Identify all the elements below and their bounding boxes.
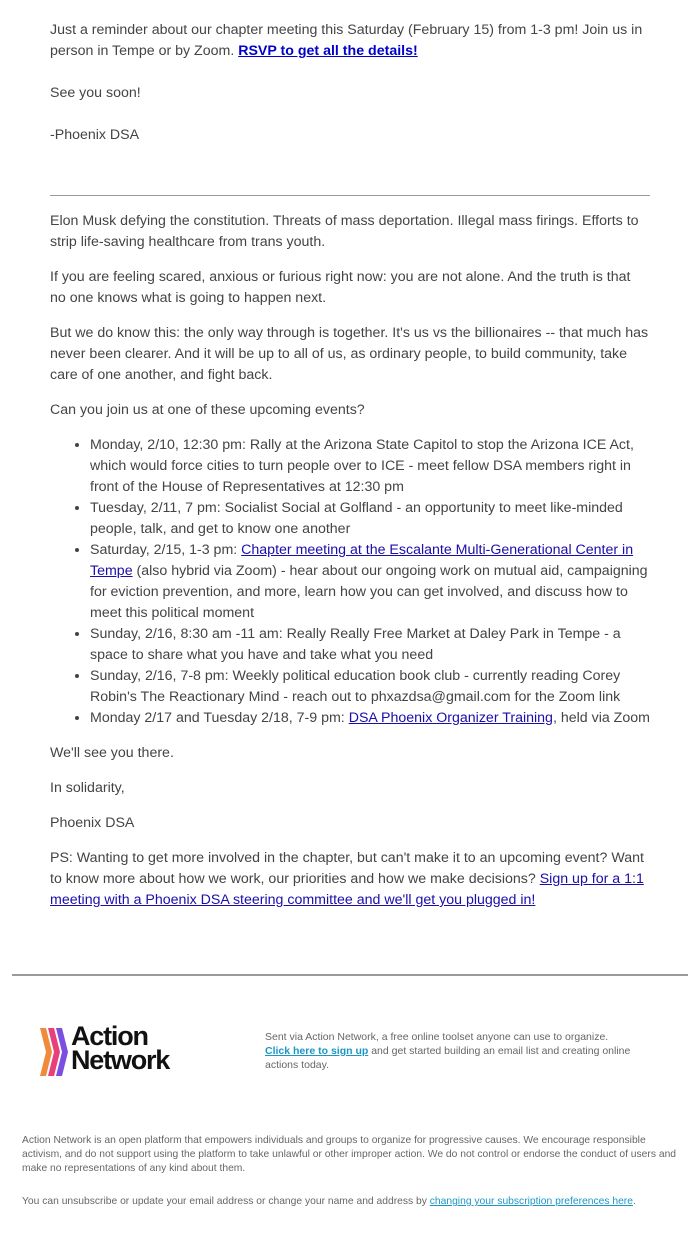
- logo-line-2: Network: [71, 1045, 170, 1075]
- body-paragraph-3: But we do know this: the only way through is together. It's us vs the billionaires -- that much has never been clearer. And it will be up to all of us, as ordinary people, to build community, take care of one another, and fight back.: [50, 325, 649, 383]
- ps-text: PS: Wanting to get more involved in the chapter, but can't make it to an upcoming event? Want to know more about how we work, our priorities and how we make decisions?: [50, 850, 644, 887]
- ps-paragraph: [50, 848, 650, 911]
- unsub-end: .: [632, 1196, 636, 1207]
- action-network-signup-link[interactable]: Click here to sign up: [265, 1045, 369, 1057]
- event-text: Sunday, 2/16, 8:30 am -11 am: Really Really Free Market at Daley Park in Tempe - a space to share what you have and take what you need: [90, 626, 621, 663]
- chapter-name: Phoenix DSA: [50, 815, 135, 831]
- event-item: [90, 435, 650, 498]
- chapter-meeting-link[interactable]: Chapter meeting at the Escalante Multi-Generational Center in Tempe: [90, 542, 634, 579]
- event-text: Tuesday, 2/11, 7 pm: Socialist Social at Golfland - an opportunity to meet like-minded people, talk, and get to know one another: [90, 500, 623, 537]
- body-paragraph-2: If you are feeling scared, anxious or furious right now: you are not alone. And the truth is that no one knows what is going to happen next.: [50, 269, 631, 306]
- intro-paragraph: [50, 20, 650, 62]
- subscription-preferences-link[interactable]: changing your subscription preferences here: [429, 1196, 633, 1207]
- sent-text: Sent via Action Network, a free online toolset anyone can use to organize.: [265, 1031, 609, 1043]
- body-paragraph-1: Elon Musk defying the constitution. Threats of mass deportation. Illegal mass firings. Efforts to strip life-saving healthcare from trans youth.: [50, 213, 639, 250]
- intro-text: Just a reminder about our chapter meeting this Saturday (February 15) from 1-3 pm! Join us in person in Tempe or by Zoom.: [50, 22, 643, 59]
- footer-divider: [12, 974, 688, 976]
- sent-via-notice: [265, 1030, 635, 1072]
- event-text: Monday 2/17 and Tuesday 2/18, 7-9 pm:: [90, 710, 349, 726]
- event-text: Monday, 2/10, 12:30 pm: Rally at the Arizona State Capitol to stop the Arizona ICE Act, which would force cities to turn people over to ICE - meet fellow DSA members right in front of the House of Representatives at 12:30 pm: [90, 437, 634, 495]
- see-you-text: See you soon!: [50, 85, 141, 101]
- signoff-text: -Phoenix DSA: [50, 127, 140, 143]
- event-item: [90, 666, 650, 708]
- event-text: (also hybrid via Zoom) - hear about our ongoing work on mutual aid, campaigning for eviction prevention, and more, learn how you can get involved, and discuss how to meet this political moment: [90, 563, 648, 621]
- event-text: , held via Zoom: [552, 710, 650, 726]
- body-paragraph-4: Can you join us at one of these upcoming events?: [50, 402, 365, 418]
- event-text: Sunday, 2/16, 7-8 pm: Weekly political education book club - currently reading Corey Robin's The Reactionary Mind - reach out to phxazdsa@gmail.com for the Zoom link: [90, 668, 621, 705]
- action-network-logo[interactable]: [40, 1021, 190, 1076]
- logo-wordmark: [71, 1021, 170, 1075]
- see-there-text: We'll see you there.: [50, 745, 174, 761]
- events-list: [50, 435, 650, 729]
- event-item: [90, 498, 650, 540]
- logo-line-1: Action: [71, 1021, 148, 1051]
- unsub-text: You can unsubscribe or update your email address or change your name and address by: [22, 1196, 430, 1207]
- solidarity-text: In solidarity,: [50, 780, 125, 796]
- event-item: [90, 540, 650, 624]
- event-item: [90, 624, 650, 666]
- sent-after-text: and get started building an email list and creating online actions today.: [265, 1045, 631, 1071]
- section-divider: [50, 195, 650, 196]
- logo-chevron-icon: [40, 1028, 74, 1076]
- event-item: [90, 708, 650, 729]
- platform-disclaimer: Action Network is an open platform that empowers individuals and groups to organize for progressive causes. We encourage responsible activism, and do not support using the platform to take unlawful or other improper action. We do not control or endorse the conduct of users and make no representations of any kind about them.: [22, 1135, 677, 1175]
- one-on-one-signup-link[interactable]: Sign up for a 1:1 meeting with a Phoenix DSA steering committee and we'll get you plugged in!: [50, 871, 644, 908]
- event-text: Saturday, 2/15, 1-3 pm:: [90, 542, 242, 558]
- organizer-training-link[interactable]: DSA Phoenix Organizer Training: [348, 710, 553, 726]
- rsvp-link[interactable]: RSVP to get all the details!: [238, 43, 418, 59]
- unsubscribe-notice: [22, 1195, 692, 1209]
